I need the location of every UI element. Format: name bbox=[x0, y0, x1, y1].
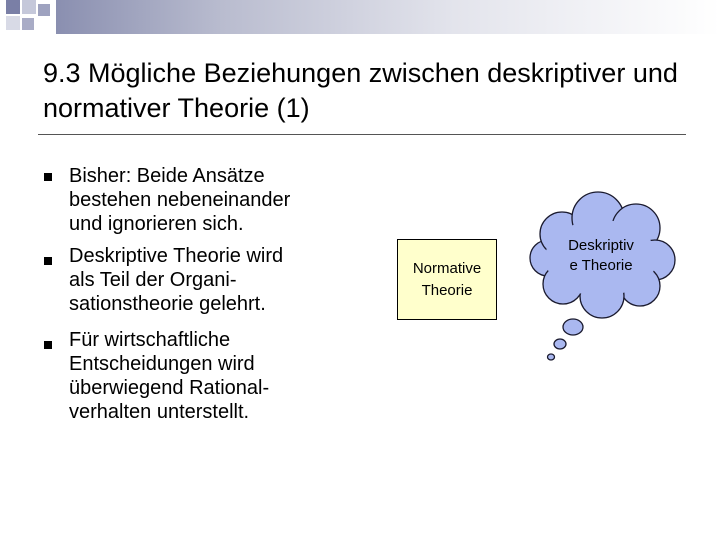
cloud-label-line: e Theorie bbox=[569, 257, 633, 274]
thought-bubble-medium bbox=[554, 339, 566, 349]
bullet-line: Für wirtschaftliche bbox=[69, 329, 231, 351]
box-label-line: Theorie bbox=[421, 281, 473, 299]
bullet-line: verhalten unterstellt. bbox=[69, 401, 250, 423]
bullet-line: und ignorieren sich. bbox=[69, 213, 244, 235]
box-label-line: Normative bbox=[412, 259, 482, 277]
cloud-label bbox=[538, 236, 664, 276]
bullet-line: überwiegend Rational- bbox=[69, 377, 270, 399]
thought-bubble-large bbox=[563, 319, 583, 335]
bullet-line: bestehen nebeneinander bbox=[69, 189, 291, 211]
bullet-line: Bisher: Beide Ansätze bbox=[69, 165, 265, 187]
bullet-line: Entscheidungen wird bbox=[69, 353, 255, 375]
thought-bubble-small bbox=[548, 354, 555, 360]
bullet-line: Deskriptive Theorie wird bbox=[69, 245, 284, 267]
slide-title: 9.3 Mögliche Beziehungen zwischen deskriptiver und normativer Theorie (1) bbox=[43, 58, 678, 123]
bullet-line: als Teil der Organi- bbox=[69, 269, 237, 291]
cloud-label-line: Deskriptiv bbox=[568, 237, 634, 254]
bullet-line: sationstheorie gelehrt. bbox=[69, 293, 266, 315]
